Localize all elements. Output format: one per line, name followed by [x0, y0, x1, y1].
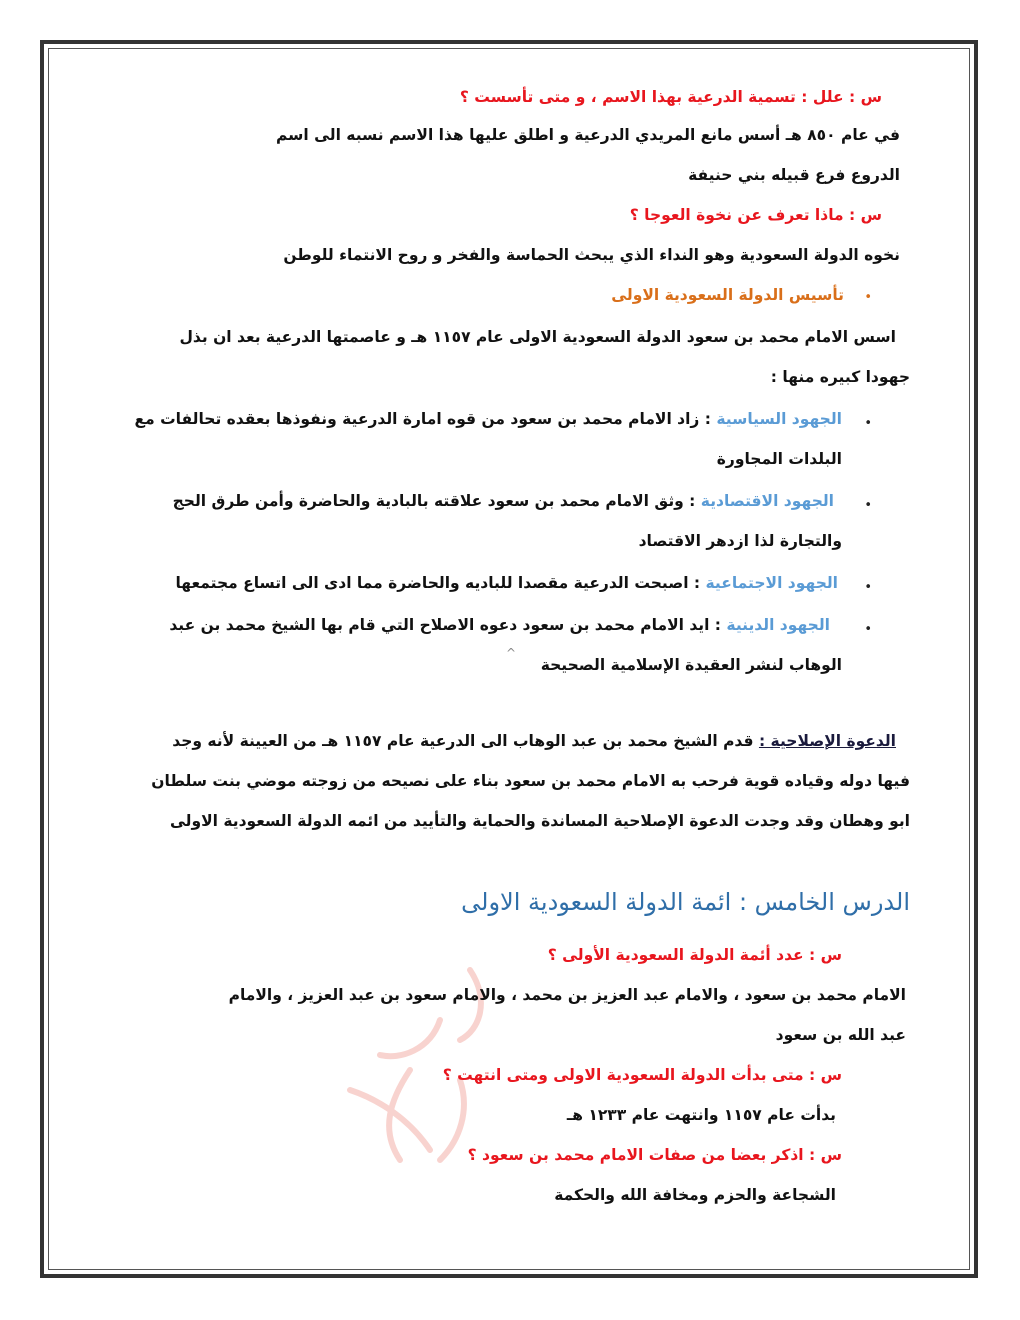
bullet-dot: •	[864, 498, 872, 513]
effort-economic-label: الجهود الاقتصادية	[700, 492, 834, 510]
effort-political-line2: البلدات المجاورة	[716, 450, 842, 468]
effort-political-label: الجهود السياسية	[716, 410, 842, 428]
founding-title: تأسيس الدولة السعودية الاولى	[611, 286, 844, 304]
q2-answer: نخوه الدولة السعودية وهو النداء الذي يبحث الحماسة والفخر و روح الانتماء للوطن	[283, 246, 900, 264]
reform-line2: فيها دوله وقياده قوية فرحب به الامام محمد بن سعود بناء على نصيحه من زوجته موضي بنت سلطان	[151, 772, 910, 790]
q1-answer-line2: الدروع فرع قبيله بني حنيفة	[688, 166, 900, 184]
reform-text: قدم الشيخ محمد بن عبد الوهاب الى الدرعية عام ١١٥٧ هـ من العيينة لأنه وجد	[172, 732, 754, 750]
q2-question: س : ماذا تعرف عن نخوة العوجا ؟	[629, 206, 882, 224]
lesson5-a1-line2: عبد الله بن سعود	[775, 1026, 906, 1044]
effort-religious-text: : ايد الامام محمد بن سعود دعوه الاصلاح التي قام بها الشيخ محمد بن عبد	[169, 616, 722, 634]
lesson5-q3: س : اذكر بعضا من صفات الامام محمد بن سعود ؟	[467, 1146, 842, 1164]
lesson5-a1-line1: الامام محمد بن سعود ، والامام عبد العزيز بن محمد ، والامام سعود بن عبد العزيز ، والامام	[228, 986, 906, 1004]
bullet-dot: •	[864, 290, 872, 305]
bullet-dot: •	[864, 416, 872, 431]
effort-religious-line2: الوهاب لنشر العقيدة الإسلامية الصحيحة	[540, 656, 842, 674]
effort-social-text: : اصبحت الدرعية مقصدا للباديه والحاضرة مما ادى الى اتساع مجتمعها	[175, 574, 701, 592]
caret-mark: ^	[506, 646, 517, 660]
effort-political-text: : زاد الامام محمد بن سعود من قوه امارة الدرعية ونفوذها بعقده تحالفات مع	[134, 410, 711, 428]
effort-social-line1	[175, 574, 838, 592]
lesson5-a2: بدأت عام ١١٥٧ وانتهت عام ١٢٣٣ هـ	[566, 1106, 836, 1124]
lesson5-heading: الدرس الخامس : ائمة الدولة السعودية الاولى	[461, 888, 910, 916]
effort-religious-label: الجهود الدينية	[726, 616, 830, 634]
lesson5-q1: س : عدد أئمة الدولة السعودية الأولى ؟	[547, 946, 842, 964]
founding-text-line2: جهودا كبيره منها :	[770, 368, 910, 386]
lesson5-a3: الشجاعة والحزم ومخافة الله والحكمة	[554, 1186, 836, 1204]
effort-economic-line1	[173, 492, 834, 510]
effort-political-line1	[135, 410, 843, 428]
q1-answer-line1: في عام ٨٥٠ هـ أسس مانع المريدي الدرعية و اطلق عليها هذا الاسم نسبه الى اسم	[275, 126, 900, 144]
bullet-dot: •	[864, 580, 872, 595]
effort-religious-line1	[169, 616, 830, 634]
effort-economic-line2: والتجارة لذا ازدهر الاقتصاد	[638, 532, 842, 550]
effort-economic-text: : وثق الامام محمد بن سعود علاقته بالبادية والحاضرة وأمن طرق الحج	[172, 492, 696, 510]
q1-question: س : علل : تسمية الدرعية بهذا الاسم ، و متى تأسست ؟	[459, 88, 882, 106]
effort-social-label: الجهود الاجتماعية	[705, 574, 838, 592]
lesson5-q2: س : متى بدأت الدولة السعودية الاولى ومتى انتهت ؟	[442, 1066, 842, 1084]
bullet-dot: •	[864, 622, 872, 637]
reform-label: الدعوة الإصلاحية :	[758, 732, 896, 750]
reform-line3: ابو وهطان وقد وجدت الدعوة الإصلاحية المساندة والحماية والتأييد من ائمه الدولة السعودية الاولى	[169, 812, 910, 830]
founding-text-line1: اسس الامام محمد بن سعود الدولة السعودية الاولى عام ١١٥٧ هـ و عاصمتها الدرعية بعد ان بذل	[179, 328, 896, 346]
reform-line1	[172, 732, 896, 750]
